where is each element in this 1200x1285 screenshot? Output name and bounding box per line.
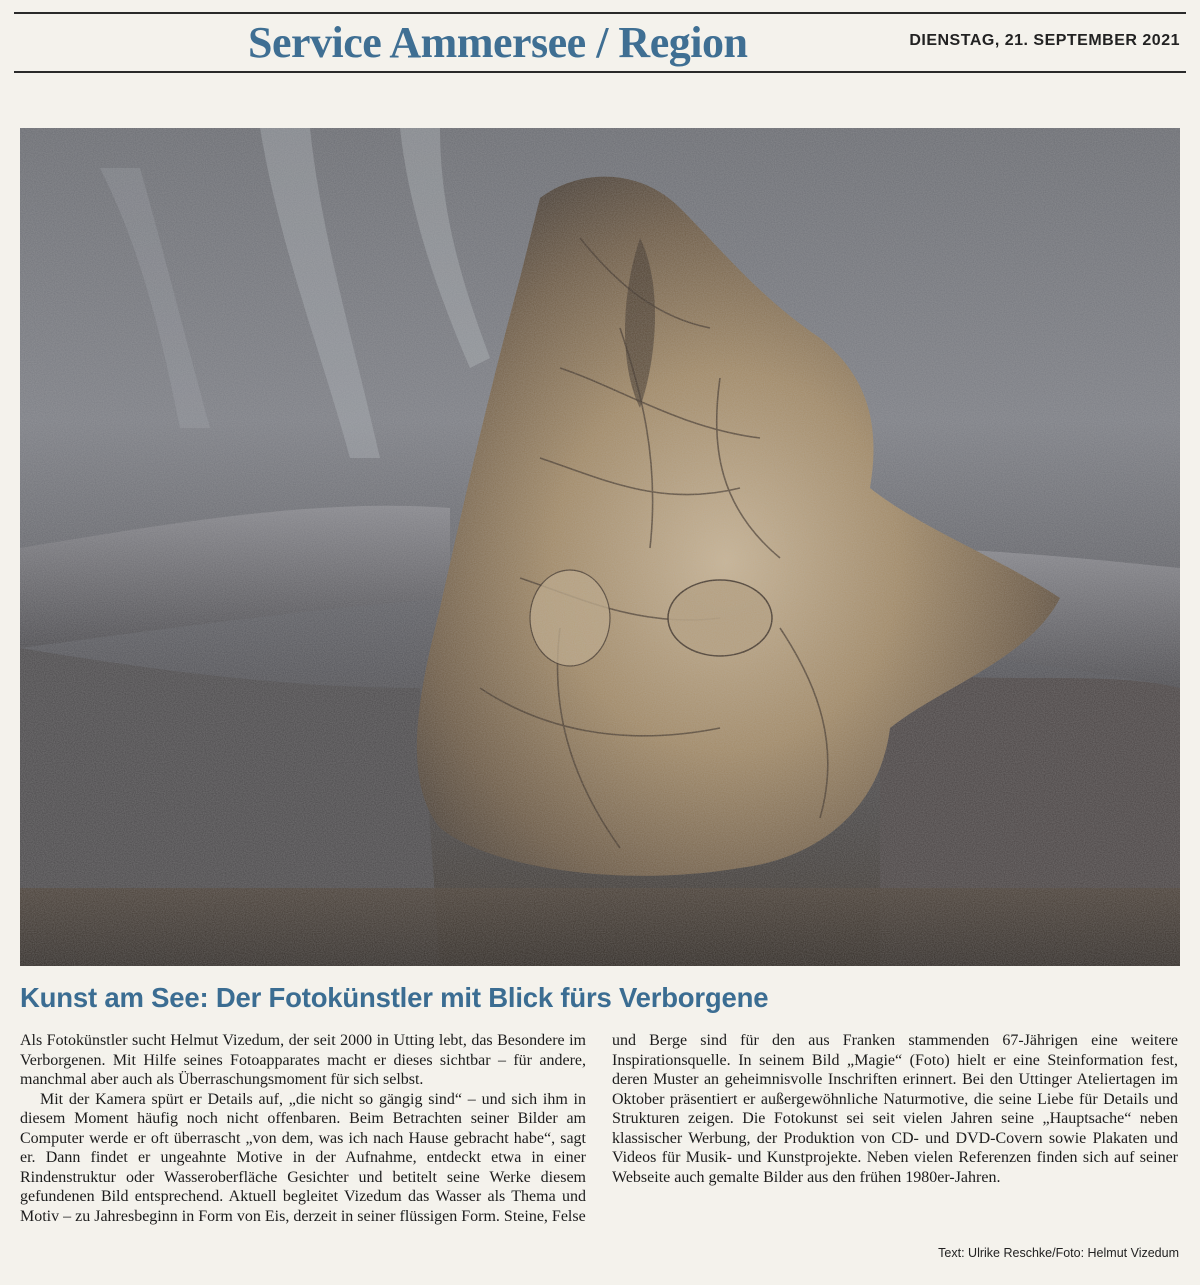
article-paragraph-2: Mit der Kamera spürt er Details auf, „die nicht so gängig sind“ – und sich ihm in diesem Moment häufig noch nicht offenbaren. Beim Betrachten seiner Bilder am Computer werde er oft überrascht „von dem, was ich nach Hause gebracht habe“, sagt er. Dann findet er ungeahnte Motive in der Aufnahme, entdeckt etwa in einer Rindenstruktur oder Wasseroberfläche Gesichter und betitelt seine Werke diesem gefundenen Bild entsprechend. Aktuell begleitet Vizedum das Wasser als Thema und Motiv – zu Jahresbeginn in Form von Eis, derzeit in seiner flüssigen Form. Steine, Felse xyxy=(20,1090,586,1225)
rock-formation-image xyxy=(20,128,1180,966)
section-title: Service Ammersee / Region xyxy=(248,18,748,67)
header-bottom-rule xyxy=(14,71,1186,73)
article-headline: Kunst am See: Der Fotokünstler mit Blick fürs Verborgene xyxy=(20,982,769,1013)
photo-text-credit: Text: Ulrike Reschke/Foto: Helmut Vizedum xyxy=(938,1246,1179,1260)
article-body-right-column xyxy=(612,1031,1178,1187)
article-body-left-column xyxy=(20,1031,586,1226)
article-photo xyxy=(20,128,1180,966)
article-paragraph-1: Als Fotokünstler sucht Helmut Vizedum, der seit 2000 in Utting lebt, das Besondere im Verborgenen. Mit Hilfe seines Fotoapparates macht er dieses sichtbar – für andere, manchmal aber auch als Überraschungsmoment für sich selbst. xyxy=(20,1032,586,1089)
issue-date: DIENSTAG, 21. SEPTEMBER 2021 xyxy=(909,32,1180,49)
article-paragraph-2-continued: und Berge sind für den aus Franken stammenden 67-Jährigen eine weitere Inspirationsquelle. In seinem Bild „Magie“ (Foto) hielt er eine Steinformation fest, deren Muster an geheimnisvolle Inschriften erinnert. Bei den Uttinger Ateliertagen im Oktober präsentiert er außergewöhnliche Naturmotive, die seine Liebe für Details und Strukturen zeigen. Die Fotokunst sei seit vielen Jahren seine „Hauptsache“ neben klassischer Werbung, der Produktion von CD- und DVD-Covern sowie Plakaten und Videos für Musik- und Kunstprojekte. Neben vielen Referenzen finden sich auf seiner Webseite auch gemalte Bilder aus den frühen 1980er-Jahren. xyxy=(612,1032,1178,1186)
